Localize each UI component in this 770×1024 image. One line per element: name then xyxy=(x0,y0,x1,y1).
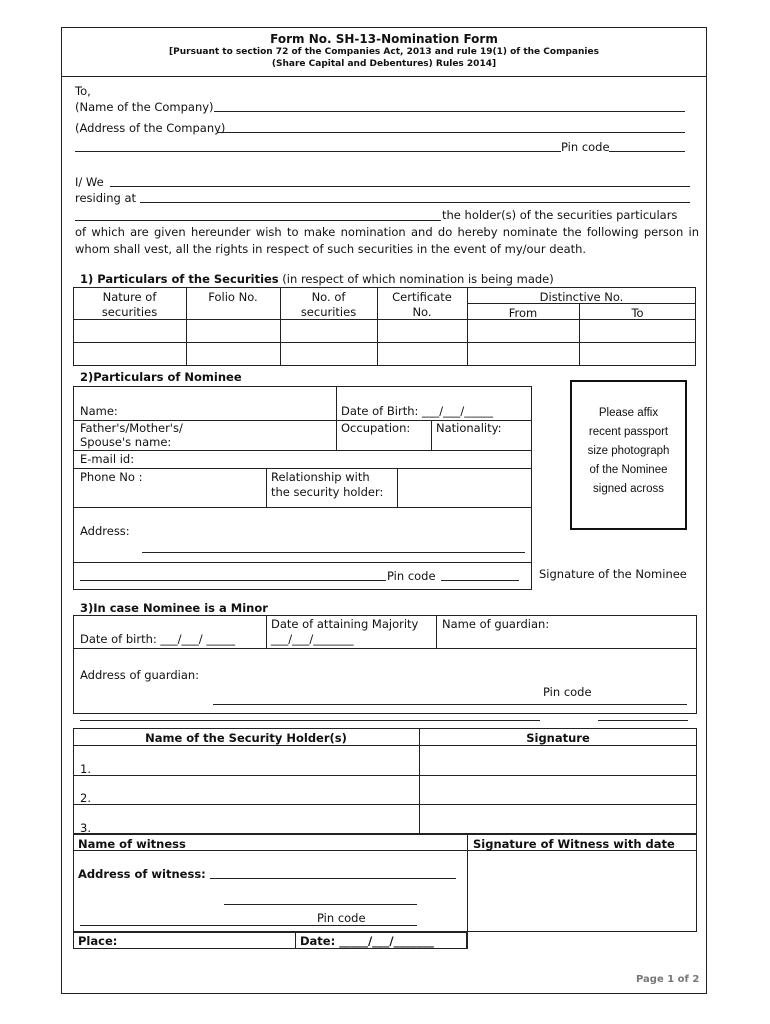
nominee-relationship-label-2: the security holder: xyxy=(271,485,384,499)
company-address-label: (Address of the Company) xyxy=(75,121,226,135)
nominee-divider xyxy=(73,450,532,451)
guardian-address-field[interactable] xyxy=(213,704,687,705)
nominee-dob-label: Date of Birth: ___/___/_____ xyxy=(341,404,494,418)
witness-address-field[interactable] xyxy=(210,878,456,879)
guardian-name-label: Name of guardian: xyxy=(442,617,550,631)
minor-majority-label-1: Date of attaining Majority xyxy=(271,617,419,631)
minor-heading: 3)In case Nominee is a Minor xyxy=(80,601,268,615)
witness-col-divider xyxy=(467,834,468,949)
nominee-divider xyxy=(73,562,532,563)
holder-row-3: 3. xyxy=(80,821,91,835)
witness-name-label: Name of witness xyxy=(78,837,186,851)
photo-text-4: of the Nominee xyxy=(589,464,668,476)
nominee-pin-field[interactable] xyxy=(441,580,519,581)
nominee-relationship-label-1: Relationship with xyxy=(271,470,370,484)
nominee-divider xyxy=(73,507,532,508)
col-distinctive: Distinctive No. xyxy=(539,290,624,304)
witness-address-field-2[interactable] xyxy=(224,904,417,905)
nominee-col-divider xyxy=(431,420,432,450)
nominee-col-divider xyxy=(397,468,398,507)
col-to: To xyxy=(631,306,644,320)
company-name-label: (Name of the Company) xyxy=(75,100,214,114)
residing-label: residing at xyxy=(75,191,137,205)
guardian-extra-line-2[interactable] xyxy=(598,720,688,721)
nominee-divider xyxy=(73,468,532,469)
securities-heading-bold: 1) Particulars of the Securities xyxy=(80,272,279,286)
nominee-address-label: Address: xyxy=(80,524,130,538)
minor-divider xyxy=(73,648,697,649)
date-label: Date: _____/___/_______ xyxy=(300,934,434,948)
nominee-phone-label: Phone No : xyxy=(80,470,143,484)
photo-text-5: signed across xyxy=(593,483,664,495)
minor-majority-label-2: ___/___/_______ xyxy=(271,632,354,646)
company-pin-field[interactable] xyxy=(609,151,685,152)
photo-text-1: Please affix xyxy=(598,407,659,419)
securities-row-divider xyxy=(73,342,696,343)
company-name-field[interactable] xyxy=(214,111,685,112)
col-from: From xyxy=(508,306,538,320)
col-cert-1: Certificate xyxy=(392,290,452,304)
place-date-divider xyxy=(295,932,296,949)
nominee-address-field-2[interactable] xyxy=(80,580,386,581)
company-address-field[interactable] xyxy=(218,132,685,133)
col-cert-2: No. xyxy=(412,305,432,319)
col-no-of-2: securities xyxy=(300,305,357,319)
minor-col-divider xyxy=(266,615,267,648)
nominee-col-divider xyxy=(336,386,337,450)
nominee-father-label-1: Father's/Mother's/ xyxy=(80,421,183,435)
declaration-body: of which are given hereunder wish to make nomination and do hereby nominate the following person in whom shall vest, all the rights in respect of such securities in the event of my/our death. xyxy=(75,225,699,256)
securities-heading-rest: (in respect of which nomination is being made) xyxy=(278,272,554,286)
col-nature-2: securities xyxy=(101,305,158,319)
guardian-address-label: Address of guardian: xyxy=(80,668,200,682)
nominee-address-field[interactable] xyxy=(142,552,525,553)
witness-address-label: Address of witness: xyxy=(78,867,206,881)
photo-text-3: size photograph xyxy=(587,445,670,457)
nominee-nationality-label: Nationality: xyxy=(436,421,502,435)
holder-text: the holder(s) of the securities particulars xyxy=(442,208,678,222)
minor-col-divider xyxy=(436,615,437,648)
guardian-extra-line[interactable] xyxy=(80,720,540,721)
holders-col-name: Name of the Security Holder(s) xyxy=(145,731,347,745)
nominee-signature-label: Signature of the Nominee xyxy=(539,567,687,581)
col-no-of-1: No. of xyxy=(311,290,346,304)
form-subtitle-line1: [Pursuant to section 72 of the Companies Act, 2013 and rule 19(1) of the Companies xyxy=(169,47,599,57)
to-label: To, xyxy=(75,84,91,98)
witness-address-field-3[interactable] xyxy=(80,925,417,926)
holders-divider xyxy=(73,775,697,776)
page-number: Page 1 of 2 xyxy=(636,974,700,985)
securities-heading xyxy=(80,272,554,286)
nominee-email-label: E-mail id: xyxy=(80,452,135,466)
nominee-occupation-label: Occupation: xyxy=(341,421,411,435)
nominee-pin-label: Pin code xyxy=(387,569,436,583)
photo-text-2: recent passport xyxy=(588,426,669,438)
holder-row-1: 1. xyxy=(80,762,91,776)
place-label: Place: xyxy=(78,934,118,948)
form-subtitle-line2: (Share Capital and Debentures) Rules 2014] xyxy=(271,59,497,69)
company-address-field-2[interactable] xyxy=(75,151,561,152)
residing-field[interactable] xyxy=(140,202,690,203)
holders-col-signature: Signature xyxy=(526,731,590,745)
form-title: Form No. SH-13-Nomination Form xyxy=(270,32,498,46)
guardian-pin-label: Pin code xyxy=(543,685,592,699)
holders-divider xyxy=(73,745,697,746)
residing-field-2[interactable] xyxy=(75,220,441,221)
col-folio: Folio No. xyxy=(208,290,258,304)
nominee-name-label: Name: xyxy=(80,404,118,418)
nominee-col-divider xyxy=(266,468,267,507)
nominee-father-label-2: Spouse's name: xyxy=(80,435,172,449)
i-we-field[interactable] xyxy=(110,186,690,187)
witness-signature-label: Signature of Witness with date xyxy=(473,837,675,851)
header-divider xyxy=(61,76,707,77)
nominee-heading: 2)Particulars of Nominee xyxy=(80,370,242,384)
company-pin-label: Pin code xyxy=(561,140,610,154)
holder-row-2: 2. xyxy=(80,791,91,805)
i-we-label: I/ We xyxy=(75,175,104,189)
col-nature-1: Nature of xyxy=(102,290,157,304)
witness-pin-label: Pin code xyxy=(317,911,366,925)
minor-dob-label: Date of birth: ___/___/ _____ xyxy=(80,632,236,646)
holders-divider xyxy=(73,804,697,805)
